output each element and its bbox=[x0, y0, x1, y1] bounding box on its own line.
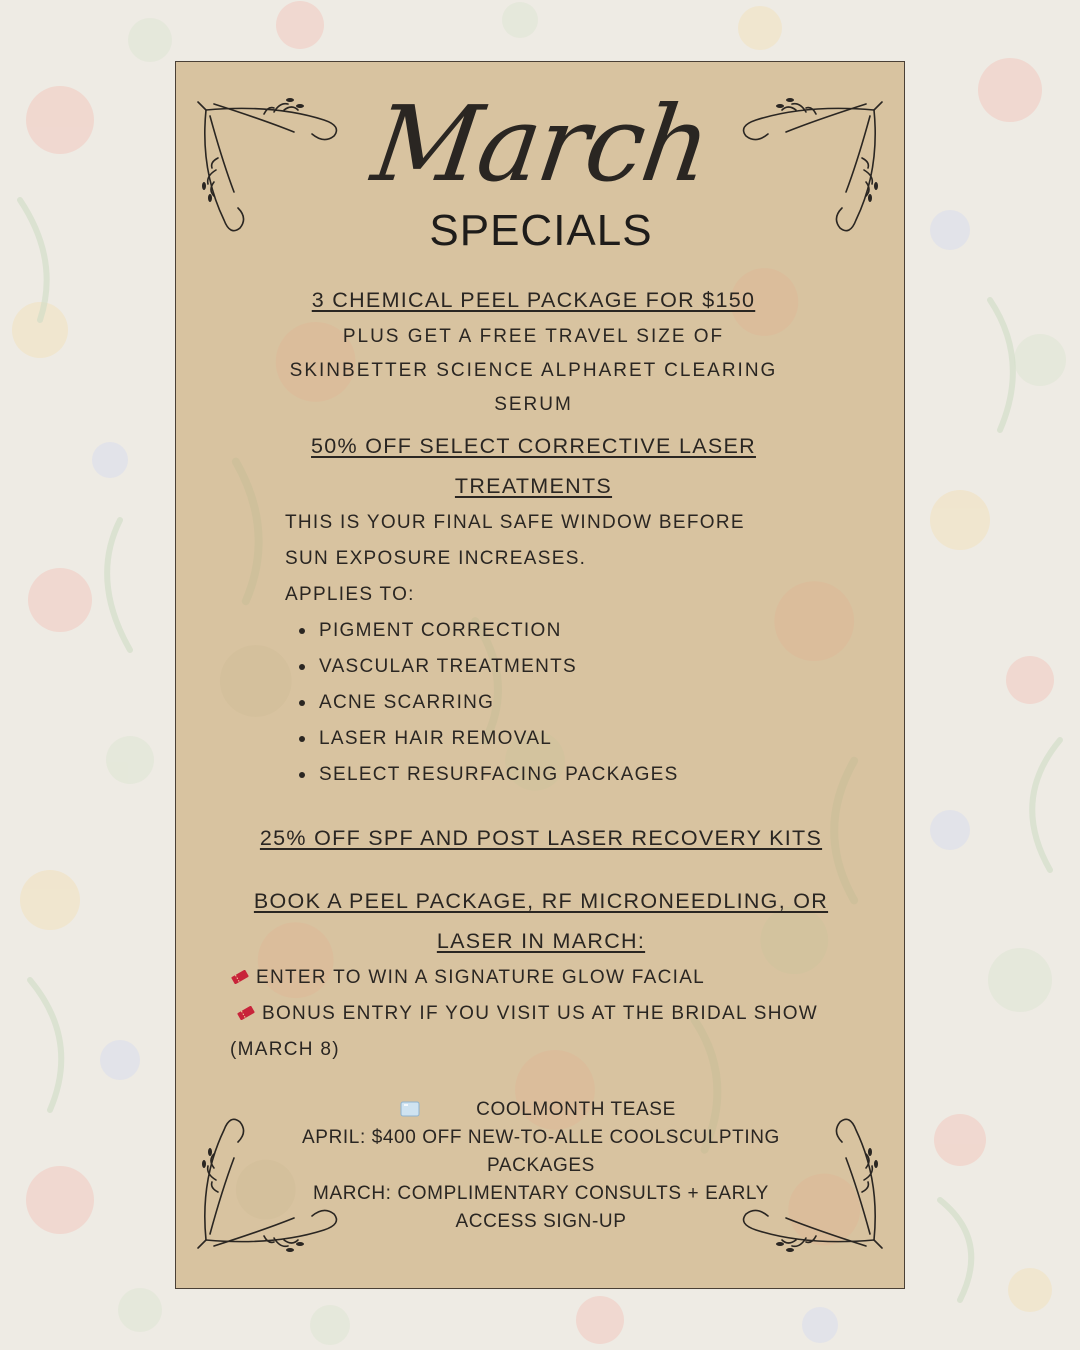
peel-line-3: SERUM bbox=[494, 394, 573, 415]
spf-headline: 25% OFF SPF AND POST LASER RECOVERY KITS bbox=[259, 826, 823, 850]
laser-applies: APPLIES TO: bbox=[285, 584, 415, 605]
entry-text-2: BONUS ENTRY IF YOU VISIT US AT THE BRIDAL SHOW bbox=[262, 1003, 819, 1024]
bullet-dot bbox=[299, 700, 305, 706]
entry-line-2b: (MARCH 8) bbox=[230, 1039, 340, 1060]
ticket-icon bbox=[230, 970, 250, 984]
cool-line-4: ACCESS SIGN-UP bbox=[455, 1211, 627, 1232]
peel-line-2: SKINBETTER SCIENCE ALPHARET CLEARING bbox=[289, 360, 778, 381]
applies-item: ACNE SCARRING bbox=[319, 692, 495, 713]
cool-line-1: APRIL: $400 OFF NEW-TO-ALLE COOLSCULPTING bbox=[302, 1127, 780, 1148]
ticket-icon bbox=[236, 1006, 256, 1020]
bullet-dot bbox=[299, 736, 305, 742]
peel-line-1: PLUS GET A FREE TRAVEL SIZE OF bbox=[342, 326, 725, 347]
bullet-dot bbox=[299, 628, 305, 634]
applies-item: PIGMENT CORRECTION bbox=[319, 620, 562, 641]
entry-line-1 bbox=[230, 967, 705, 989]
title-specials: SPECIALS bbox=[429, 206, 653, 255]
book-headline-2: LASER IN MARCH: bbox=[436, 929, 646, 953]
laser-desc-2: SUN EXPOSURE INCREASES. bbox=[285, 548, 587, 569]
laser-headline-2: TREATMENTS bbox=[454, 474, 613, 498]
cool-line-3: MARCH: COMPLIMENTARY CONSULTS + EARLY bbox=[313, 1183, 769, 1204]
entry-line-2 bbox=[236, 1003, 818, 1025]
laser-headline-1: 50% OFF SELECT CORRECTIVE LASER bbox=[311, 434, 756, 458]
title-script: March bbox=[365, 83, 717, 205]
specials-card bbox=[175, 61, 905, 1289]
peel-headline: 3 CHEMICAL PEEL PACKAGE FOR $150 bbox=[311, 288, 756, 312]
cool-line-2: PACKAGES bbox=[487, 1155, 595, 1176]
cool-headline: COOLMONTH TEASE bbox=[476, 1099, 676, 1120]
bullet-dot bbox=[299, 772, 305, 778]
entry-text-1: ENTER TO WIN A SIGNATURE GLOW FACIAL bbox=[256, 967, 706, 988]
applies-item: VASCULAR TREATMENTS bbox=[319, 656, 578, 677]
bullet-dot bbox=[299, 664, 305, 670]
laser-desc-1: THIS IS YOUR FINAL SAFE WINDOW BEFORE bbox=[285, 512, 745, 533]
book-headline-1: BOOK A PEEL PACKAGE, RF MICRONEEDLING, OR bbox=[253, 889, 829, 913]
applies-item: LASER HAIR REMOVAL bbox=[319, 728, 553, 749]
applies-item: SELECT RESURFACING PACKAGES bbox=[319, 764, 679, 785]
ice-cube-icon bbox=[400, 1101, 420, 1117]
